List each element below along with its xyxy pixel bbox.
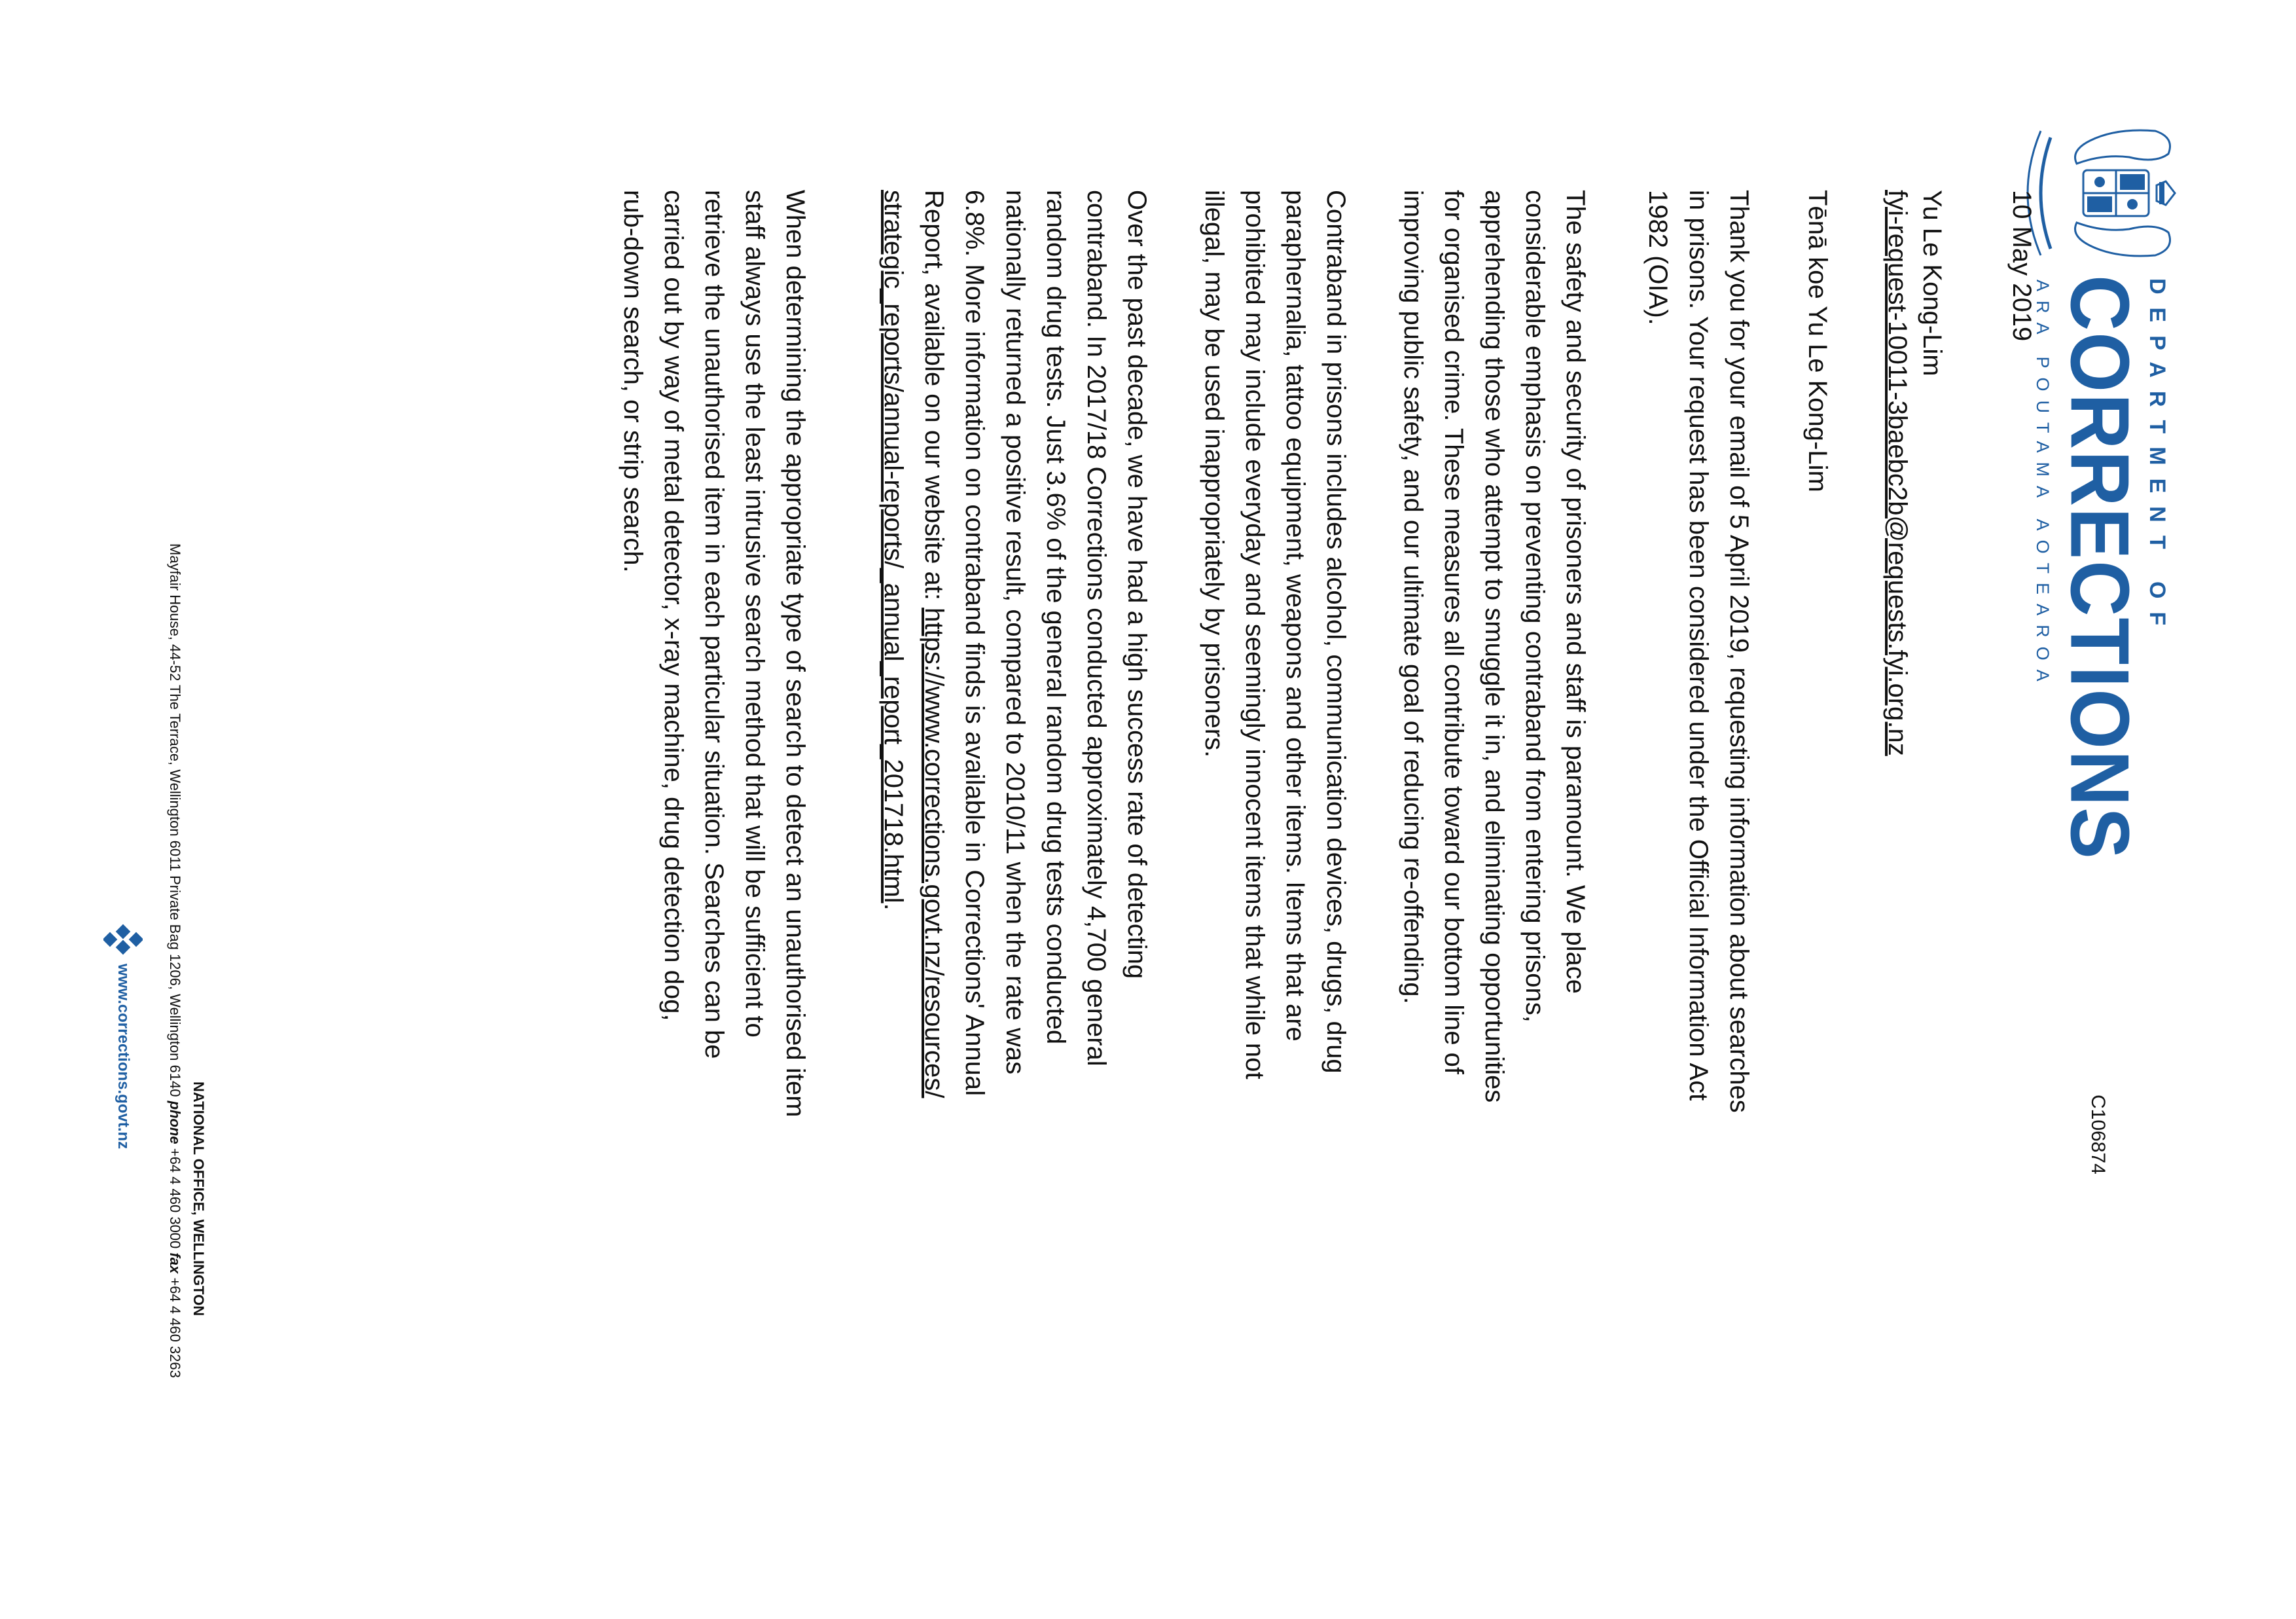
- logo-maori-name: ARA POUTAMA AOTEAROA: [2033, 280, 2053, 691]
- annual-report-link[interactable]: https://www.corrections.govt.nz/resources/: [920, 608, 948, 1099]
- paragraph-line: [914, 190, 954, 1098]
- footer-address: Mayfair House, 44-52 The Terrace, Wellington 6011 Private Bag 1206, Wellington 6140: [167, 543, 183, 1097]
- paragraph-line: illegal, may be used inappropriately by prisoners.: [1200, 190, 1229, 758]
- salutation: Tēnā koe Yu Le Kong-Lim: [1803, 190, 1832, 492]
- paragraph-4: [873, 190, 1157, 1098]
- footer-fax-label: fax: [167, 1252, 183, 1274]
- paragraph-2: [1393, 190, 1596, 1102]
- logo-corrections: CORRECTIONS: [2053, 275, 2146, 860]
- paragraph-line: [873, 190, 914, 1098]
- footer-phone-label: phone: [167, 1101, 183, 1144]
- paragraph-line: paraphernalia, tattoo equipment, weapons and other items. Items that are: [1281, 190, 1310, 1042]
- paragraph-3: [1194, 190, 1356, 1080]
- link-suffix: .: [879, 903, 908, 911]
- logo-department-of: DEPARTMENT OF: [2145, 278, 2170, 639]
- paragraph-1: [1638, 190, 1759, 1113]
- paragraph-line: for organised crime. These measures all contribute toward our bottom line of: [1439, 190, 1468, 1075]
- link-prefix: Report, available on our website at:: [920, 190, 948, 608]
- paragraph-line: improving public safety, and our ultimate goal of reducing re-offending.: [1399, 190, 1427, 1004]
- paragraph-line: contraband. In 2017/18 Corrections conducted approximately 4,700 general: [1082, 190, 1111, 1066]
- paragraph-line: staff always use the least intrusive search method that will be sufficient to: [740, 190, 769, 1038]
- paragraph-line: random drug tests. Just 3.6% of the general random drug tests conducted: [1041, 190, 1070, 1045]
- annual-report-link-continued[interactable]: strategic_reports/annual-reports/_annual_report_201718.html: [879, 190, 908, 903]
- reference-number: C106874: [2087, 1095, 2109, 1174]
- paragraph-line: in prisons. Your request has been considered under the Official Information Act: [1684, 190, 1713, 1101]
- footer-phone: +64 4 460 3000: [167, 1148, 183, 1249]
- paragraph-line: apprehending those who attempt to smuggle it in, and eliminating opportunities: [1480, 190, 1509, 1103]
- paragraph-line: 1982 (OIA).: [1643, 190, 1672, 325]
- footer-website-link[interactable]: www.corrections.govt.nz: [115, 964, 132, 1150]
- corrections-diamond-icon: [103, 920, 143, 959]
- coat-of-arms-icon: [2011, 118, 2181, 268]
- paragraph-line: Contraband in prisons includes alcohol, communication devices, drugs, drug: [1321, 190, 1350, 1074]
- recipient-email-link[interactable]: fyi-request-10011-3baebc2b@requests.fyi.org.nz: [1883, 190, 1912, 756]
- paragraph-line: Thank you for your email of 5 April 2019, requesting information about searches: [1725, 190, 1753, 1113]
- paragraph-line: When determining the appropriate type of search to detect an unauthorised item: [781, 190, 810, 1118]
- paragraph-line: The safety and security of prisoners and staff is paramount. We place: [1561, 190, 1590, 994]
- paragraph-line: retrieve the unauthorised item in each particular situation. Searches can be: [700, 190, 728, 1059]
- footer-address-line: [166, 543, 183, 1378]
- corrections-logo: [2005, 118, 2181, 860]
- paragraph-line: nationally returned a positive result, compared to 2010/11 when the rate was: [1001, 190, 1030, 1075]
- footer-office: NATIONAL OFFICE, WELLINGTON: [190, 1082, 207, 1317]
- letter-date: 10 May 2019: [2007, 190, 2036, 342]
- footer-fax: +64 4 460 3263: [167, 1277, 183, 1378]
- paragraph-line: prohibited may include everyday and seemingly innocent items that while not: [1240, 190, 1269, 1080]
- paragraph-line: considerable emphasis on preventing contraband from entering prisons,: [1520, 190, 1549, 1023]
- paragraph-line: carried out by way of metal detector, x-ray machine, drug detection dog,: [659, 190, 688, 1021]
- paragraph-5: [613, 190, 816, 1117]
- paragraph-line: rub-down search, or strip search.: [619, 190, 647, 573]
- paragraph-line: 6.8%. More information on contraband finds is available in Corrections' Annual: [960, 190, 989, 1096]
- paragraph-line: Over the past decade, we have had a high success rate of detecting: [1122, 190, 1151, 979]
- recipient-name: Yu Le Kong-Lim: [1918, 190, 1946, 376]
